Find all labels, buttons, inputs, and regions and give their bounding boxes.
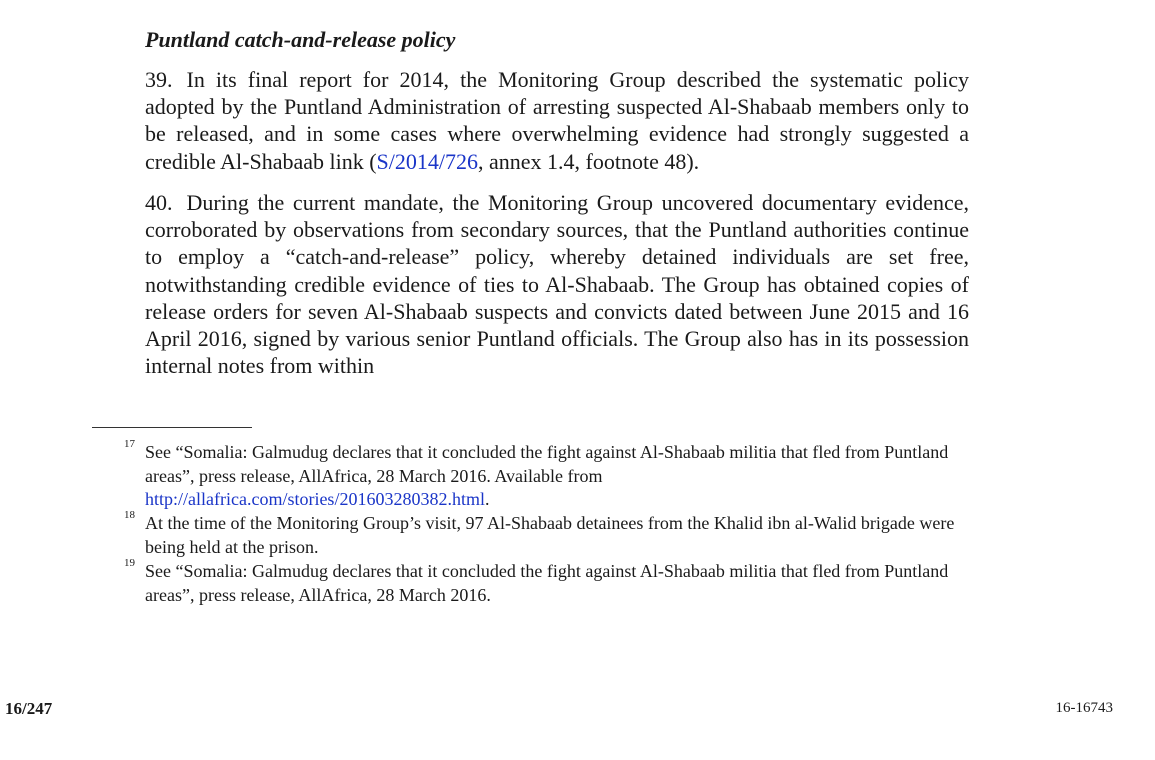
document-id: 16-16743 [1055, 700, 1113, 716]
paragraph-39 [145, 66, 969, 175]
paragraph-number: 40. [145, 190, 173, 215]
footnote-mark: 17 [124, 438, 135, 450]
paragraph-40 [145, 189, 969, 379]
footnote-url-link[interactable]: http://allafrica.com/stories/201603280382.html [145, 489, 485, 509]
section-heading: Puntland catch-and-release policy [145, 27, 456, 52]
paragraph-text-before-link: In its final report for 2014, the Monitoring Group described the systematic policy adopted by the Puntland Administration of arresting suspected Al-Shabaab members only to be released, and in some cases where overwhelming evidence had strongly suggested a credible Al-Shabaab link ( [145, 67, 969, 174]
paragraph-text-after-link: , annex 1.4, footnote 48). [478, 148, 700, 174]
footnote-17 [124, 438, 975, 512]
footnote-text: See “Somalia: Galmudug declares that it concluded the fight against Al-Shabaab militia that fled from Puntland areas”, press release, AllAfrica, 28 March 2016. [145, 561, 949, 605]
paragraph-text: During the current mandate, the Monitoring Group uncovered documentary evidence, corroborated by observations from secondary sources, that the Puntland authorities continue to employ a “catch-and-release” policy, whereby detained individuals are set free, notwithstanding credible evidence of ties to Al-Shabaab. The Group has obtained copies of release orders for seven Al-Shabaab suspects and convicts dated between June 2015 and 16 April 2016, signed by various senior Puntland officials. The Group also has in its possession internal notes from within [145, 190, 969, 379]
footnote-mark: 18 [124, 509, 135, 521]
paragraph-number: 39. [145, 67, 173, 92]
page-number: 16/247 [5, 699, 53, 718]
footnote-separator [92, 427, 252, 428]
footnote-trailing: . [484, 489, 490, 509]
footnote-18 [124, 509, 975, 559]
footnote-text: See “Somalia: Galmudug declares that it concluded the fight against Al-Shabaab militia that fled from Puntland areas”, press release, AllAfrica, 28 March 2016. Available from [145, 442, 949, 486]
footnote-mark: 19 [124, 557, 135, 569]
footnote-text: At the time of the Monitoring Group’s visit, 97 Al-Shabaab detainees from the Khalid ibn al-Walid brigade were being held at the prison. [145, 513, 955, 557]
footnote-19 [124, 557, 975, 607]
document-symbol-link[interactable]: S/2014/726 [376, 148, 479, 174]
